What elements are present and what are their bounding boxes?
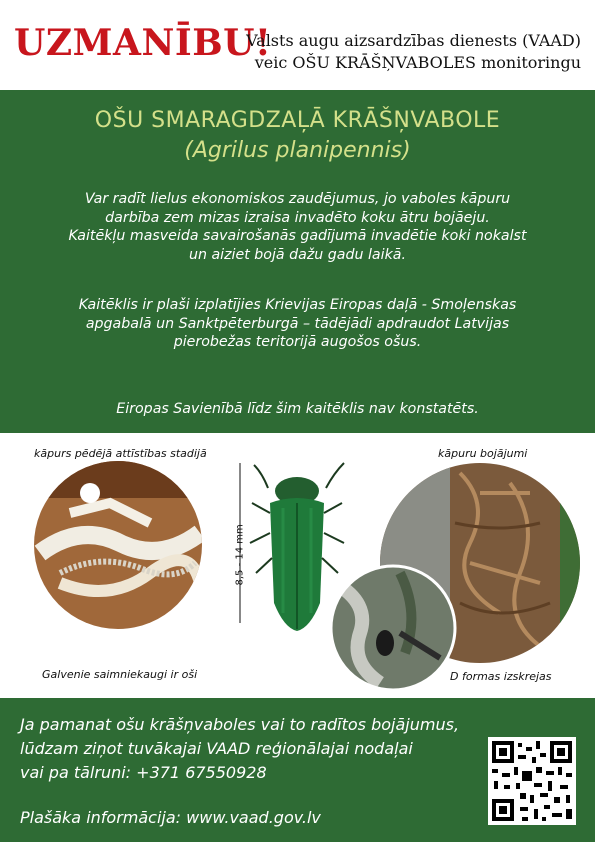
species-latin-name: (Agrilus planipennis) — [184, 138, 411, 163]
size-label: 8,5 - 14 mm — [234, 524, 246, 586]
agency-line-1: Valsts augu aizsardzības dienests (VAAD) — [246, 31, 581, 50]
host-caption: Galvenie saimniekaugi ir oši — [42, 668, 198, 681]
paragraph-damage: Var radīt lielus ekonomiskos zaudējumus, jo vaboles kāpuru darbība zem mizas izraisa invadēto koku ātru bojāeju. Kaitēkļu masveida savairošanās gadījumā invadētie koki nokalst un aiziet bojā dažu gadu laikā. — [68, 191, 527, 263]
larva-photo — [30, 458, 210, 633]
beetle-photo — [250, 463, 344, 631]
footer-line-3: vai pa tālruni: +371 67550928 — [20, 763, 267, 782]
qr-code-graphic — [488, 737, 576, 825]
qr-code[interactable] — [488, 737, 576, 825]
photo-illustrations — [0, 433, 595, 698]
alert-heading: UZMANĪBU! — [14, 22, 272, 64]
paragraph-spread: Kaitēklis ir plaši izplatījies Krievijas Eiropas daļā - Smoļenskas apgabalā un Sanktpēterburgā – tādējādi apdraudot Latvijas pierobežas teritorijā augošos ošus. — [78, 297, 517, 350]
species-title: OŠU SMARAGDZAĻĀ KRĀŠŅVABOLE — [94, 108, 501, 133]
exit-hole-caption: D formas izskrejas — [450, 670, 552, 683]
footer-info-link[interactable]: Plašāka informācija: www.vaad.gov.lv — [20, 808, 321, 827]
agency-text — [246, 30, 581, 74]
photo-section — [0, 433, 595, 698]
agency-line-2: veic OŠU KRĀŠŅVABOLES monitoringu — [254, 53, 581, 72]
paragraph-eu-status: Eiropas Savienībā līdz šim kaitēklis nav konstatēts. — [116, 401, 479, 417]
footer-line-2: lūdzam ziņot tuvākajai VAAD reģionālajai nodaļai — [20, 739, 413, 758]
footer-line-1: Ja pamanat ošu krāšņvaboles vai to radītos bojājumus, — [20, 715, 460, 734]
damage-caption: kāpuru bojājumi — [438, 447, 528, 460]
header — [0, 0, 595, 90]
larva-caption: kāpurs pēdējā attīstības stadijā — [34, 447, 207, 460]
